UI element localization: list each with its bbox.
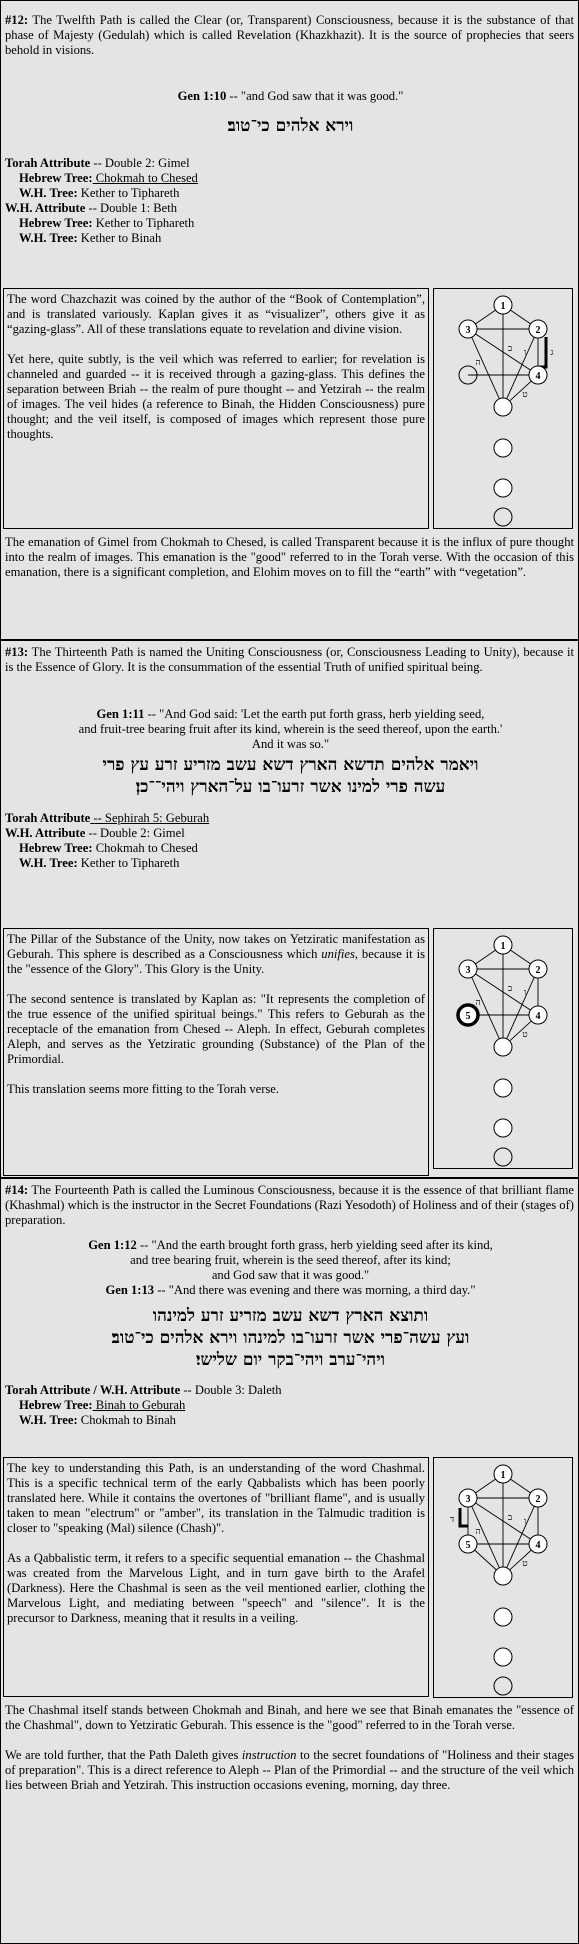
path-14-verse-12: Gen 1:12 -- "And the earth brought forth grass, herb yielding seed after its kind, and tree bearing fruit, wherein is the seed thereof, after its kind; and God saw that it was good." [88,1238,493,1282]
attr-row: W.H. Attribute -- Double 1: Beth [5,201,177,215]
path-12-hebrew-verse: וירא אלהים כי־טוב׃ [227,116,354,136]
attr-row: Hebrew Tree: Binah to Geburah [19,1398,186,1412]
commentary-paragraph: The second sentence is translated by Kaplan as: "It represents the completion of the true essence of the unified spiritual beings." This refers to Geburah as the receptacle of the emanation from Chesed -- Aleph. In effect, Geburah completes Aleph, and serves as the Yetziratic grounding (Substance) of the Plan of the Primordial. [7,992,425,1066]
attr-row: Hebrew Tree: Chokmah to Chesed [19,841,198,855]
path-letter-beth: ב [507,983,513,993]
path-14-number: #14: [5,1183,29,1197]
path-13-commentary-box [3,928,429,1176]
verse-ref: Gen 1:11 [96,707,145,721]
commentary-paragraph: Yet here, quite subtly, is the veil which was referred to earlier; for revelation is channeled and guarded -- it is received through a gazing-glass. This defines the separation between Briah -- the realm of pure thought -- and Yetzirah -- the realm of images. The veil hides (a reference to Binah, the Hidden Consciousness) pure thought; and the veil itself, is composed of images which represent those pure thoughts. [7,352,425,441]
tree-of-life-diagram [434,289,572,528]
path-14-tree-diagram-box [433,1457,573,1698]
attr-row: W.H. Tree: Kether to Binah [19,231,162,245]
path-letter-he: ה [475,1526,481,1536]
commentary-paragraph: As a Qabbalistic term, it refers to a specific sequential emanation -- the Chashmal was created from the Marvelous Light, and in turn gave birth to the Arafel (Darkness). Here the Chashmal is seen as the veil mentioned earlier, clothing the Marvelous Light, and mediating between "speech" and "silence". It is the precursor to Darkness, meaning that it results in a veiling. [7,1551,425,1625]
path-letter-tet: ט [522,1029,528,1039]
sephirah-3-number: 3 [465,325,471,336]
verse-ref: Gen 1:13 [105,1283,155,1297]
sephirah-1-number: 1 [500,941,506,952]
sephirah-5-number: 5 [465,1011,471,1022]
sephirah-2-number: 2 [535,1494,541,1505]
conclusion-paragraph: We are told further, that the Path Daleth gives instruction to the secret foundations of "Holiness and their stages of preparation". This is a direct reference to Aleph -- Plan of the Primordial -- and the structure of the veil which lies between Briah and Yetzirah. This instruction occasions evening, morning, day three. [5,1748,574,1792]
tree-of-life-diagram [434,929,572,1168]
path-13-intro: #13: The Thirteenth Path is named the Uniting Consciousness (or, Consciousness Leading to Unity), because it is the Essence of Glory. It is the consummation of the essential Truth of unified spiritual being. [5,645,574,674]
path-12-verse: Gen 1:10 -- "and God saw that it was good." [177,89,404,103]
commentary-paragraph: The Pillar of the Substance of the Unity, now takes on Yetziratic manifestation as Geburah. This sphere is described as a Consciousness which unifies, because it is the "essence of the Glory". This Glory is the Unity. [7,932,425,976]
path-14-commentary-box [3,1457,429,1697]
conclusion-paragraph: The Chashmal itself stands between Chokmah and Binah, and here we see that Binah emanates the "essence of the Chashmal", down to Yetziratic Geburah. This essence is the "good" referred to in the Torah verse. [5,1703,574,1732]
sephirah-1-number: 1 [500,301,506,312]
section-path-13 [0,640,579,1178]
path-12-tree-diagram-box [433,288,573,529]
attr-row: W.H. Tree: Chokmah to Binah [19,1413,176,1427]
attr-row: W.H. Tree: Kether to Tiphareth [19,856,180,870]
path-14-hebrew-verse: ותוצא הארץ דשא עשב מזריע זרע למינהו ועץ עשה־פרי אשר זרעו־בו למינהו וירא אלהים כי־טוב׃ ויהי־ערב ויהי־בקר יום שלישי׃ [111,1306,470,1370]
sephirah-4-number: 4 [535,1011,541,1022]
attr-row: Torah Attribute / W.H. Attribute -- Double 3: Daleth [5,1383,282,1397]
path-13-tree-diagram-box [433,928,573,1169]
path-letter-gimel: ג [550,347,554,357]
section-path-12 [0,0,579,640]
sephirah-2-number: 2 [535,325,541,336]
path-13-hebrew-verse: ויאמר אלהים תדשא הארץ דשא עשב מזריע זרע עץ פרי עשה פרי למינו אשר זרעו־בו על־הארץ ויהי־־כן׃ [102,755,479,797]
path-letter-he: ה [475,997,481,1007]
path-12-attributes [5,156,198,246]
path-14-attributes [5,1383,282,1428]
path-letter-tet: ט [522,389,528,399]
attr-row: Hebrew Tree: Chokmah to Chesed [19,171,198,185]
path-letter-daleth: ד [449,1514,455,1524]
path-13-verse: Gen 1:11 -- "And God said: 'Let the earth put forth grass, herb yielding seed, and fruit-tree bearing fruit after its kind, wherein is the seed thereof, upon the earth.' And it was so." [78,707,503,751]
sephirah-4-number: 4 [535,371,541,382]
sephirah-2-number: 2 [535,965,541,976]
path-letter-beth: ב [507,343,513,353]
sephirah-4-number: 4 [535,1540,541,1551]
sephirah-3-number: 3 [465,1494,471,1505]
commentary-paragraph: This translation seems more fitting to the Torah verse. [7,1082,280,1096]
tree-of-life-diagram [434,1458,572,1697]
path-letter-beth: ב [507,1512,513,1522]
path-14-conclusion [5,1703,574,1793]
attr-row: Torah Attribute -- Double 2: Gimel [5,156,190,170]
path-13-attributes [5,811,209,871]
path-12-conclusion: The emanation of Gimel from Chokmah to Chesed, is called Transparent because it is the influx of pure thought into the realm of images. This emanation is the "good" referred to in the Torah verse. With the occasion of this emanation, there is a significant completion, and Elohim moves on to fill the “earth” with “vegetation”. [5,535,574,579]
attr-row: Hebrew Tree: Kether to Tiphareth [19,216,195,230]
path-letter-vav: ו [523,987,527,997]
attr-row: W.H. Tree: Kether to Tiphareth [19,186,180,200]
verse-ref: Gen 1:12 [88,1238,137,1252]
commentary-paragraph: The key to understanding this Path, is an understanding of the word Chashmal. This is a specific technical term of the early Qabbalists which has been poorly translated here. While it contains the overtones of "brilliant flame", and is usually taken to mean "electrum" or "amber", its translation in the Talmudic tradition is closer to "speaking (Mal) silence (Chash)". [7,1461,425,1535]
verse-ref: Gen 1:10 [177,89,227,103]
path-letter-he: ה [475,357,481,367]
path-12-intro: #12: The Twelfth Path is called the Clear (or, Transparent) Consciousness, because it is the substance of that phase of Majesty (Gedulah) which is called Revelation (Khazkhazit). It is the source of prophecies that seers behold in visions. [5,13,574,57]
path-letter-vav: ו [523,347,527,357]
commentary-paragraph: The word Chazchazit was coined by the author of the “Book of Contemplation”, and is translated variously. Kaplan gives it as “visualizer”, others give it as “gazing-glass”. All of these translations equate to revelation and divine vision. [7,292,425,336]
attr-row: Torah Attribute -- Sephirah 5: Geburah [5,811,210,825]
path-12-commentary-box [3,288,429,529]
path-letter-vav: ו [523,1516,527,1526]
sephirah-5-number: 5 [465,1540,471,1551]
path-13-number: #13: [5,645,29,659]
sephirah-3-number: 3 [465,965,471,976]
path-14-intro: #14: The Fourteenth Path is called the Luminous Consciousness, because it is the essence of that brilliant flame (Khashmal) which is the instructor in the Secret Foundations (Razi Yesodoth) of Holiness and of their (stages of) preparation. [5,1183,574,1227]
path-letter-tet: ט [522,1558,528,1568]
attr-row: W.H. Attribute -- Double 2: Gimel [5,826,185,840]
section-path-14 [0,1178,579,1944]
sephirah-1-number: 1 [500,1470,506,1481]
path-14-verse-13: Gen 1:13 -- "And there was evening and there was morning, a third day." [105,1283,476,1297]
path-12-number: #12: [5,13,29,27]
